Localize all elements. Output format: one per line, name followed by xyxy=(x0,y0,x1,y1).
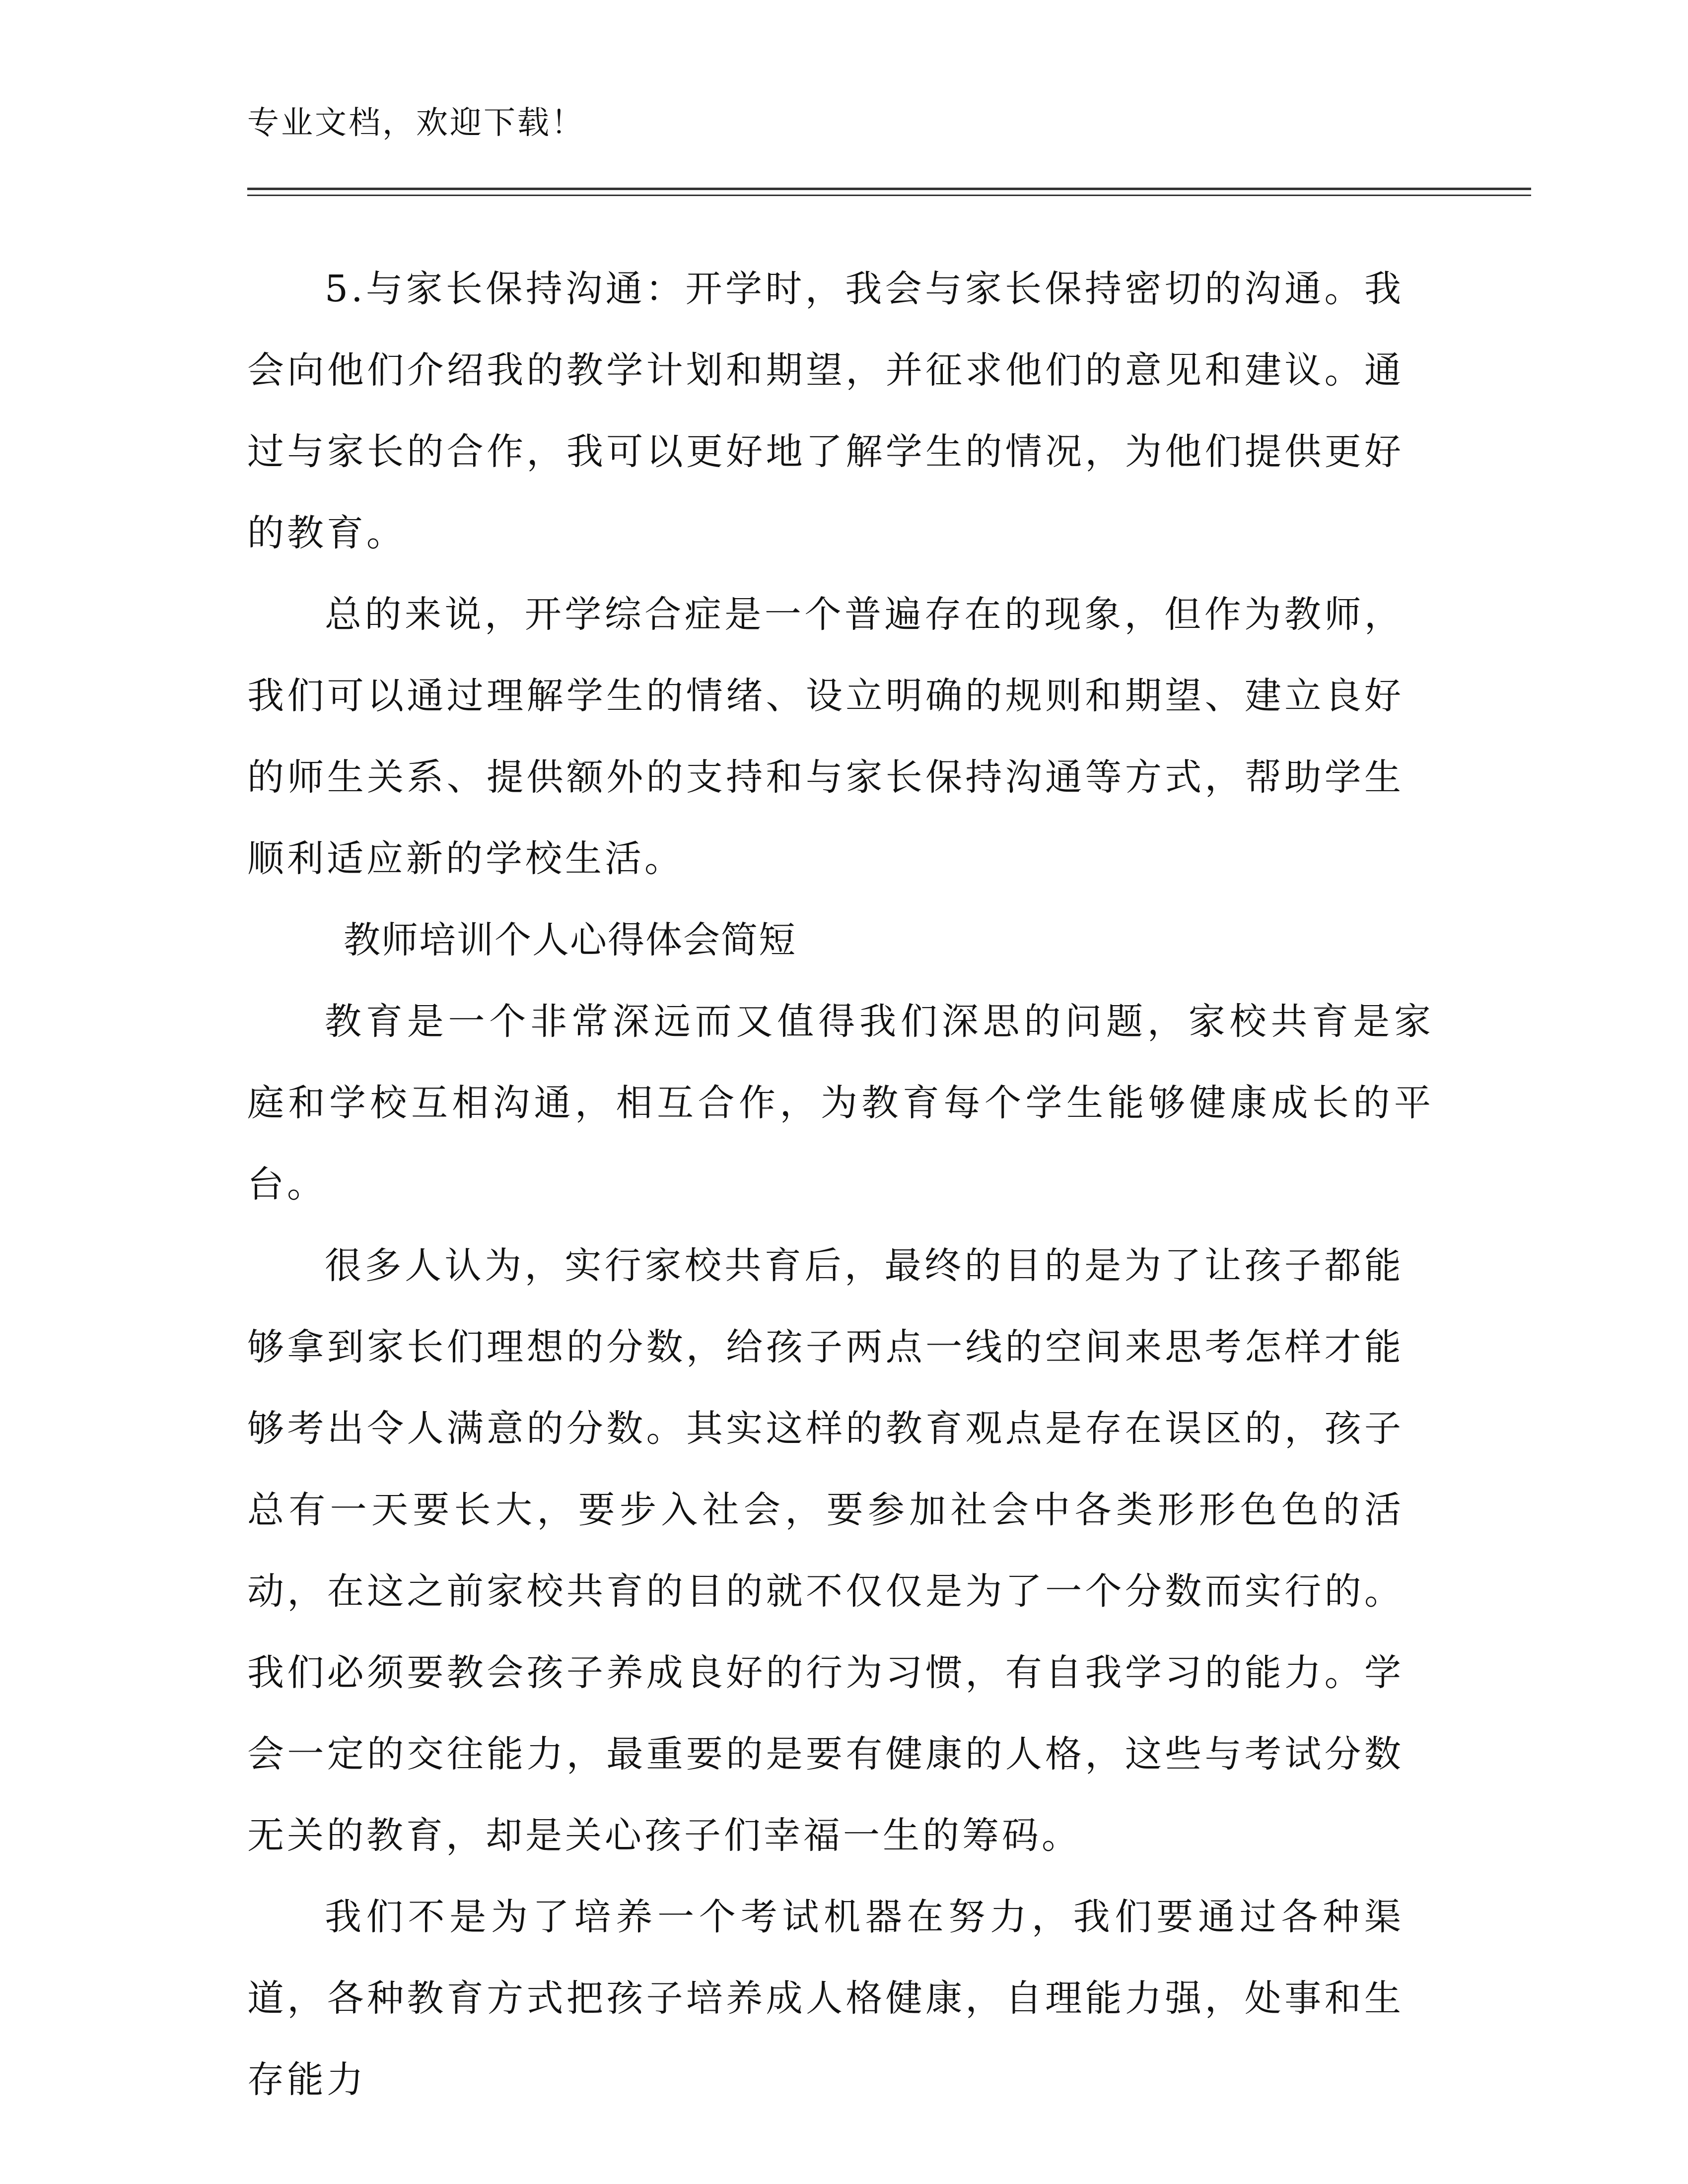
paragraph-home-school-goals: 很多人认为，实行家校共育后，最终的目的是为了让孩子都能够拿到家长们理想的分数，给孩子两点一线的空间来思考怎样才能够考出令人满意的分数。其实这样的教育观点是存在误区的，孩子总有一天要长大，要步入社会，要参加社会中各类形形色色的活动，在这之前家校共育的目的就不仅仅是为了一个分数而实行的。我们必须要教会孩子养成良好的行为习惯，有自我学习的能力。学会一定的交往能力，最重要的是要有健康的人格，这些与考试分数无关的教育，却是关心孩子们幸福一生的筹码。 xyxy=(247,1244,1404,1857)
paragraph-parent-communication: 5.与家长保持沟通：开学时，我会与家长保持密切的沟通。我会向他们介绍我的教学计划和期望，并征求他们的意见和建议。通过与家长的合作，我可以更好地了解学生的情况，为他们提供更好的教育。 xyxy=(247,268,1404,554)
header-divider xyxy=(247,188,1531,190)
paragraph-home-school-intro: 教育是一个非常深远而又值得我们深思的问题，家校共育是家庭和学校互相沟通，相互合作，为教育每个学生能够健康成长的平台。 xyxy=(247,1000,1434,1206)
page-header: 专业文档，欢迎下载！ xyxy=(247,105,585,141)
document-body xyxy=(247,248,1434,2120)
paragraph-summary: 总的来说，开学综合症是一个普遍存在的现象，但作为教师，我们可以通过理解学生的情绪、设立明确的规则和期望、建立良好的师生关系、提供额外的支持和与家长保持沟通等方式，帮助学生顺利适应新的学校生活。 xyxy=(247,593,1404,880)
paragraph-not-exam-machine: 我们不是为了培养一个考试机器在努力，我们要通过各种渠道，各种教育方式把孩子培养成人格健康，自理能力强，处事和生存能力 xyxy=(247,1896,1404,2101)
section-title: 教师培训个人心得体会简短 xyxy=(344,919,796,961)
header-divider-thin xyxy=(247,195,1531,196)
